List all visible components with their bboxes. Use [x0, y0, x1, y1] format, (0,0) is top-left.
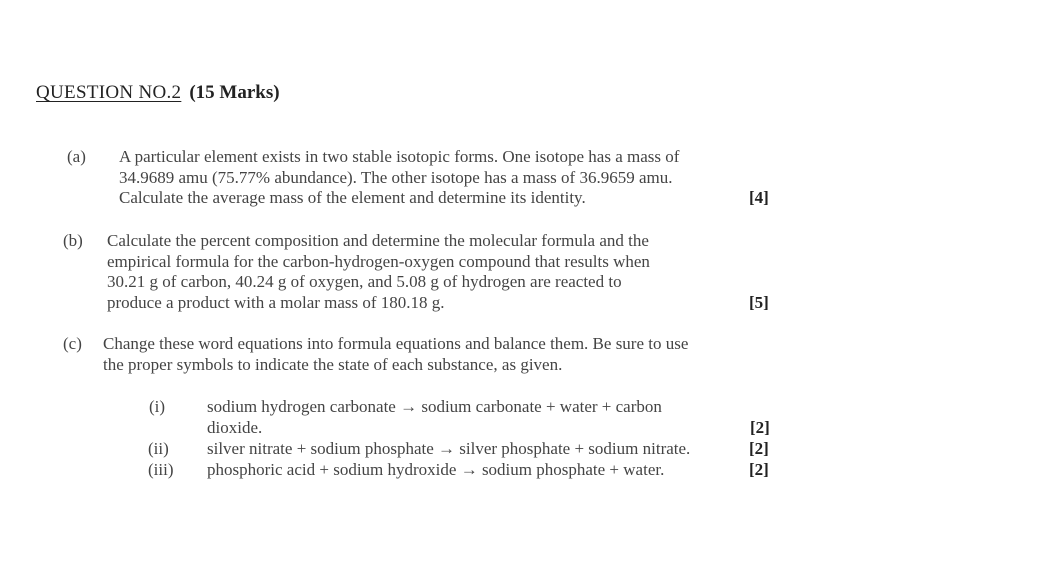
part-a-label: (a) — [67, 147, 86, 166]
question-marks: (15 Marks) — [189, 82, 280, 103]
subpart-ii-text — [207, 439, 690, 460]
part-b-line: 30.21 g of carbon, 40.24 g of oxygen, and 5.08 g of hydrogen are reacted to — [107, 272, 622, 291]
part-b-mark: [5] — [749, 293, 769, 312]
subpart-ii-line: silver nitrate + sodium phosphate → silver phosphate + sodium nitrate. — [207, 439, 691, 458]
subpart-i-mark: [2] — [750, 418, 770, 437]
question-number: QUESTION NO.2 — [36, 82, 182, 103]
part-b-label: (b) — [63, 231, 83, 250]
part-b-line: Calculate the percent composition and determine the molecular formula and the — [107, 231, 649, 250]
subpart-ii-label: (ii) — [148, 439, 169, 458]
part-b-text — [107, 231, 650, 313]
subpart-iii-text — [207, 460, 664, 481]
question-heading — [36, 82, 280, 104]
part-a-line: A particular element exists in two stable isotopic forms. One isotope has a mass of — [119, 147, 680, 166]
subpart-iii-mark: [2] — [749, 460, 769, 479]
part-a-text — [119, 147, 679, 209]
subpart-i-text — [207, 397, 662, 438]
part-c-text — [103, 334, 688, 375]
subpart-iii-label: (iii) — [148, 460, 174, 479]
part-c-label: (c) — [63, 334, 82, 353]
part-a-line: Calculate the average mass of the element and determine its identity. — [119, 188, 586, 207]
subpart-iii-line: phosphoric acid + sodium hydroxide → sodium phosphate + water. — [207, 460, 665, 479]
part-c-line: the proper symbols to indicate the state of each substance, as given. — [103, 354, 563, 374]
part-a-line: 34.9689 amu (75.77% abundance). The other isotope has a mass of 36.9659 amu. — [119, 167, 673, 187]
part-b-line: empirical formula for the carbon-hydrogen-oxygen compound that results when — [107, 251, 650, 271]
part-b-line: produce a product with a molar mass of 180.18 g. — [107, 292, 445, 312]
subpart-ii-mark: [2] — [749, 439, 769, 458]
part-a-mark: [4] — [749, 188, 769, 207]
part-c-line: Change these word equations into formula equations and balance them. Be sure to use — [103, 334, 689, 353]
subpart-i-label: (i) — [149, 397, 166, 416]
subpart-i-line: dioxide. — [207, 417, 263, 437]
subpart-i-line: sodium hydrogen carbonate → sodium carbonate + water + carbon — [207, 397, 662, 416]
